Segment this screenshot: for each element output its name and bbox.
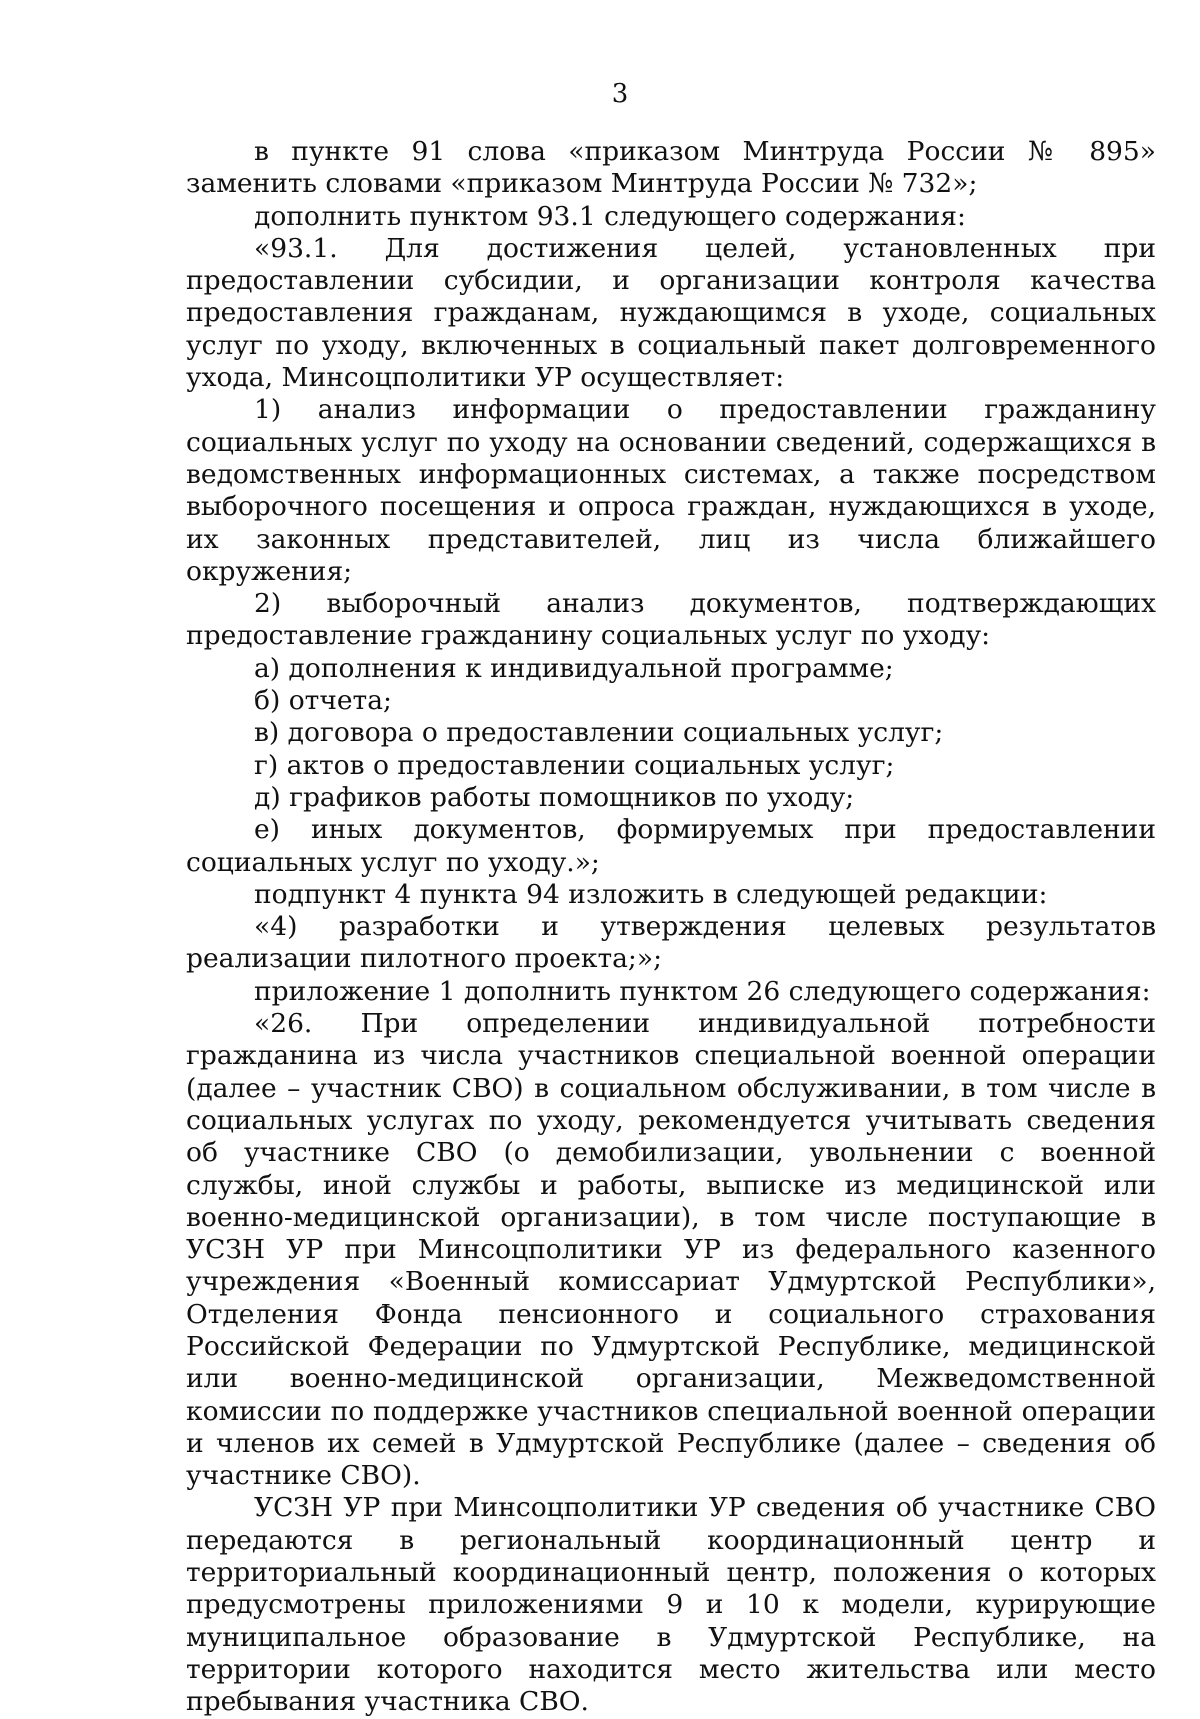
paragraph-item-91: в пункте 91 слова «приказом Минтруда России № 895» заменить словами «приказом Минтруда России № 732»; (186, 136, 1156, 200)
paragraph-appendix-26-text: «26. При определении индивидуальной потребности гражданина из числа участников специальной военной операции (далее – участник СВО) в социальном обслуживании, в том числе в социальных услугах по уходу, рекомендуется учитывать сведения об участнике СВО (о демобилизации, увольнении с военной службы, иной службы и работы, выписке из медицинской или военно-медицинской организации), в том числе поступающие в УСЗН УР при Минсоцполитики УР из федерального казенного учреждения «Военный комиссариат Удмуртской Республики», Отделения Фонда пенсионного и социального страхования Российской Федерации по Удмуртской Республике, медицинской или военно-медицинской организации, Межведомственной комиссии по поддержке участников специальной военной операции и членов их семей в Удмуртской Республике (далее – сведения об участнике СВО). (186, 1008, 1156, 1492)
paragraph-sublist-d: д) графиков работы помощников по уходу; (254, 781, 855, 813)
paragraph-uszn-transfer: УСЗН УР при Минсоцполитики УР сведения об участнике СВО передаются в региональный координационный центр и территориальный координационный центр, положения о которых предусмотрены приложениями 9 и 10 к модели, курирующие муниципальное образование в Удмуртской Республике, на территории которого находится место жительства или место пребывания участника СВО. (186, 1492, 1156, 1718)
paragraph-sublist-v: в) договора о предоставлении социальных услуг; (254, 717, 944, 749)
paragraph-sublist-a: а) дополнения к индивидуальной программе; (254, 652, 894, 684)
paragraph-appendix-1: приложение 1 дополнить пунктом 26 следующего содержания: (254, 975, 1151, 1007)
paragraph-sublist-b: б) отчета; (254, 685, 392, 717)
document-body (186, 136, 1156, 1719)
paragraph-item-94-text: «4) разработки и утверждения целевых результатов реализации пилотного проекта;»; (186, 911, 1156, 975)
paragraph-list-1: 1) анализ информации о предоставлении гражданину социальных услуг по уходу на основании сведений, содержащихся в ведомственных информационных системах, а также посредством выборочного посещения и опроса граждан, нуждающихся в уходе, их законных представителей, лиц из числа ближайшего окружения; (186, 394, 1156, 587)
paragraph-sublist-e: е) иных документов, формируемых при предоставлении социальных услуг по уходу.»; (186, 814, 1156, 878)
paragraph-93-1-text: «93.1. Для достижения целей, установленных при предоставлении субсидии, и организации контроля качества предоставления гражданам, нуждающимся в уходе, социальных услуг по уходу, включенных в социальный пакет долговременного ухода, Минсоцполитики УР осуществляет: (186, 232, 1156, 394)
paragraph-item-94: подпункт 4 пункта 94 изложить в следующей редакции: (254, 878, 1048, 910)
paragraph-sublist-g: г) актов о предоставлении социальных услуг; (254, 749, 895, 781)
paragraph-add-93-1: дополнить пунктом 93.1 следующего содержания: (254, 200, 966, 232)
page-number: 3 (611, 79, 629, 109)
paragraph-list-2: 2) выборочный анализ документов, подтверждающих предоставление гражданину социальных услуг по уходу: (186, 588, 1156, 652)
